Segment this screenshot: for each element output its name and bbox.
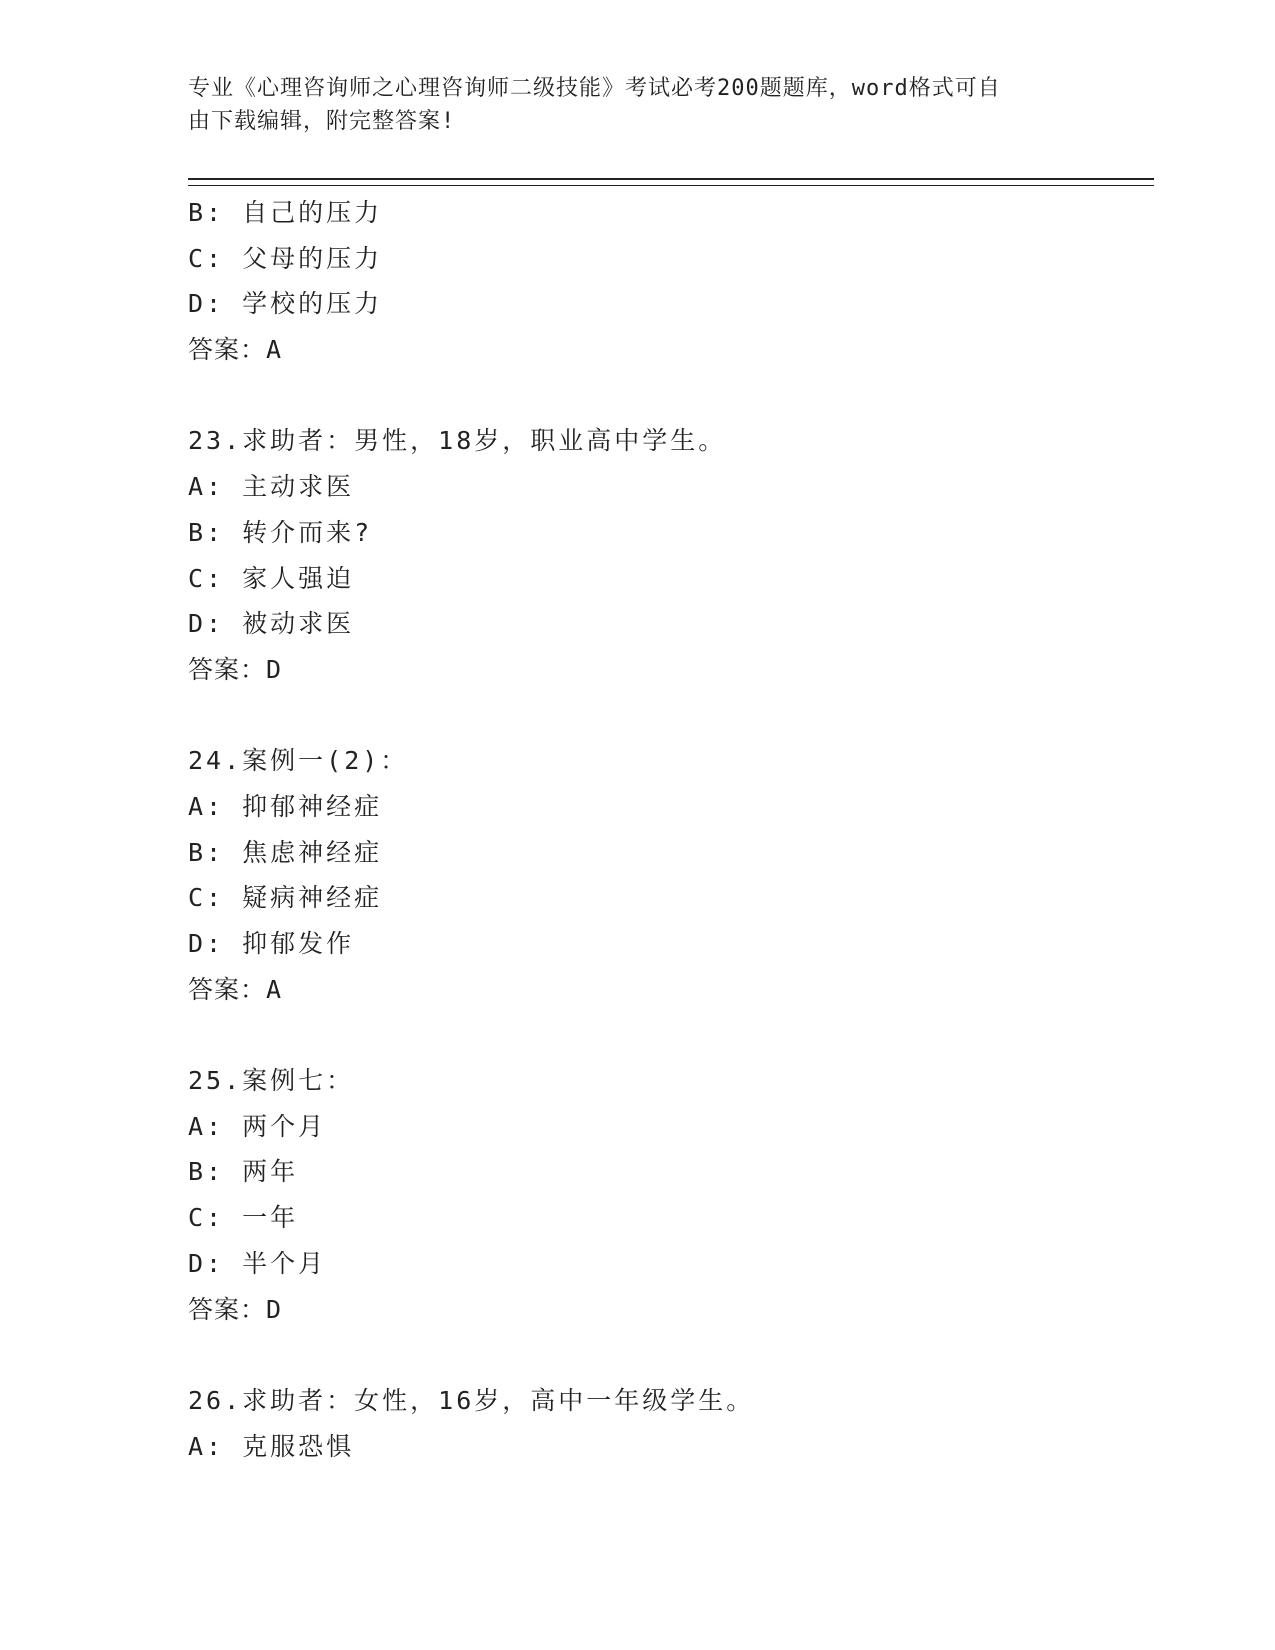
question-stem: 25.案例七： — [188, 1066, 355, 1096]
answer-line: 答案：A — [188, 974, 283, 1004]
option-a: A: 两个月 — [188, 1111, 327, 1141]
option-d: D: 抑郁发作 — [188, 929, 355, 958]
question-23 — [188, 418, 1154, 692]
question-stem: 26.求助者：女性，16岁，高中一年级学生。 — [188, 1385, 755, 1415]
answer-line: 答案：D — [188, 654, 283, 684]
option-b: B: 转介而来? — [188, 517, 373, 547]
option-a: A: 克服恐惧 — [188, 1431, 355, 1461]
question-24 — [188, 738, 1154, 1012]
spacer — [188, 1332, 1154, 1378]
question-25 — [188, 1058, 1154, 1332]
header-divider — [188, 178, 1154, 186]
spacer — [188, 373, 1154, 419]
answer-line: 答案：D — [188, 1294, 283, 1324]
option-b: B: 自己的压力 — [188, 198, 383, 227]
question-stem: 23.求助者：男性，18岁，职业高中学生。 — [188, 426, 727, 456]
question-26 — [188, 1378, 1154, 1469]
option-a: A: 主动求医 — [188, 472, 355, 502]
option-a: A: 抑郁神经症 — [188, 791, 383, 821]
header-line-1: 专业《心理咨询师之心理咨询师二级技能》考试必考200题题库，word格式可自 — [188, 76, 1001, 101]
option-c: C: 父母的压力 — [188, 243, 383, 273]
option-c: C: 疑病神经症 — [188, 883, 383, 913]
document-header — [188, 72, 1068, 138]
option-d: D: 学校的压力 — [188, 289, 383, 319]
option-d: D: 半个月 — [188, 1248, 327, 1278]
option-d: D: 被动求医 — [188, 609, 355, 639]
question-list — [188, 190, 1154, 1469]
header-line-2: 由下载编辑，附完整答案! — [188, 109, 456, 134]
option-b: B: 焦虑神经症 — [188, 837, 383, 867]
option-b: B: 两年 — [188, 1157, 299, 1187]
spacer — [188, 1012, 1154, 1058]
spacer — [188, 693, 1154, 739]
question-stem: 24.案例一(2)： — [188, 746, 409, 776]
option-c: C: 家人强迫 — [188, 563, 355, 593]
answer-line: 答案：A — [188, 335, 283, 365]
question-22-continued — [188, 190, 1154, 373]
option-c: C: 一年 — [188, 1203, 299, 1233]
